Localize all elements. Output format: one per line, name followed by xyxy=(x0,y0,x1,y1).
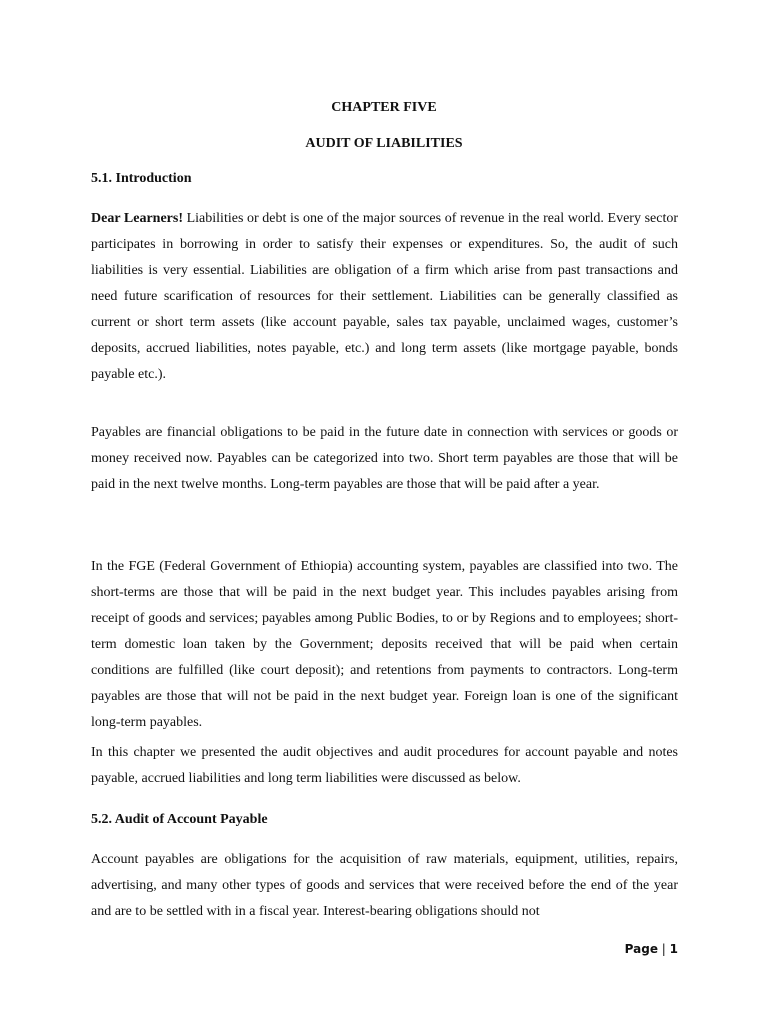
page-label: Page xyxy=(624,942,658,956)
chapter-number-title: CHAPTER FIVE xyxy=(331,100,437,115)
paragraph-account-payable: Account payables are obligations for the acquisition of raw materials, equipment, utilities, repairs, advertising, and many other types of goods and services that were received before the end of the year and are to be settled with in a fiscal year. Interest-bearing obligations should not xyxy=(91,852,678,919)
paragraph-payables: Payables are financial obligations to be paid in the future date in connection with services or goods or money received now. Payables can be categorized into two. Short term payables are those that will be paid in the next twelve months. Long-term payables are those that will be paid after a year. xyxy=(91,425,678,492)
section-heading-introduction: 5.1. Introduction xyxy=(91,171,192,186)
page-separator: | xyxy=(657,942,670,956)
paragraph-chapter-scope: In this chapter we presented the audit objectives and audit procedures for account payable and notes payable, accrued liabilities and long term liabilities were discussed as below. xyxy=(91,745,678,786)
paragraph-fge-payables: In the FGE (Federal Government of Ethiopia) accounting system, payables are classified into two. The short-terms are those that will be paid in the next budget year. This includes payables arising from receipt of goods and services; payables among Public Bodies, to or by Regions and to employees; short-term domestic loan taken by the Government; deposits received that will be paid when certain conditions are fulfilled (like court deposit); and retentions from payments to contractors. Long-term payables are those that will not be paid in the next budget year. Foreign loan is one of the significant long-term payables. xyxy=(91,559,678,730)
page-footer xyxy=(625,942,678,956)
section-heading-account-payable: 5.2. Audit of Account Payable xyxy=(91,812,268,827)
lead-text: Dear Learners! xyxy=(91,211,183,226)
paragraph-text: Liabilities or debt is one of the major sources of revenue in the real world. Every sector participates in borrowing in order to satisfy their expenses or expenditures. So, the audit of such liabilities is very essential. Liabilities are obligation of a firm which arise from past transactions and need future scarification of resources for their settlement. Liabilities can be generally classified as current or short term assets (like account payable, sales tax payable, unclaimed wages, customer’s deposits, accrued liabilities, notes payable, etc.) and long term assets (like mortgage payable, bonds payable etc.). xyxy=(91,211,678,382)
chapter-title: AUDIT OF LIABILITIES xyxy=(305,136,463,151)
paragraph-introduction xyxy=(91,206,678,388)
page-number: 1 xyxy=(669,942,678,956)
